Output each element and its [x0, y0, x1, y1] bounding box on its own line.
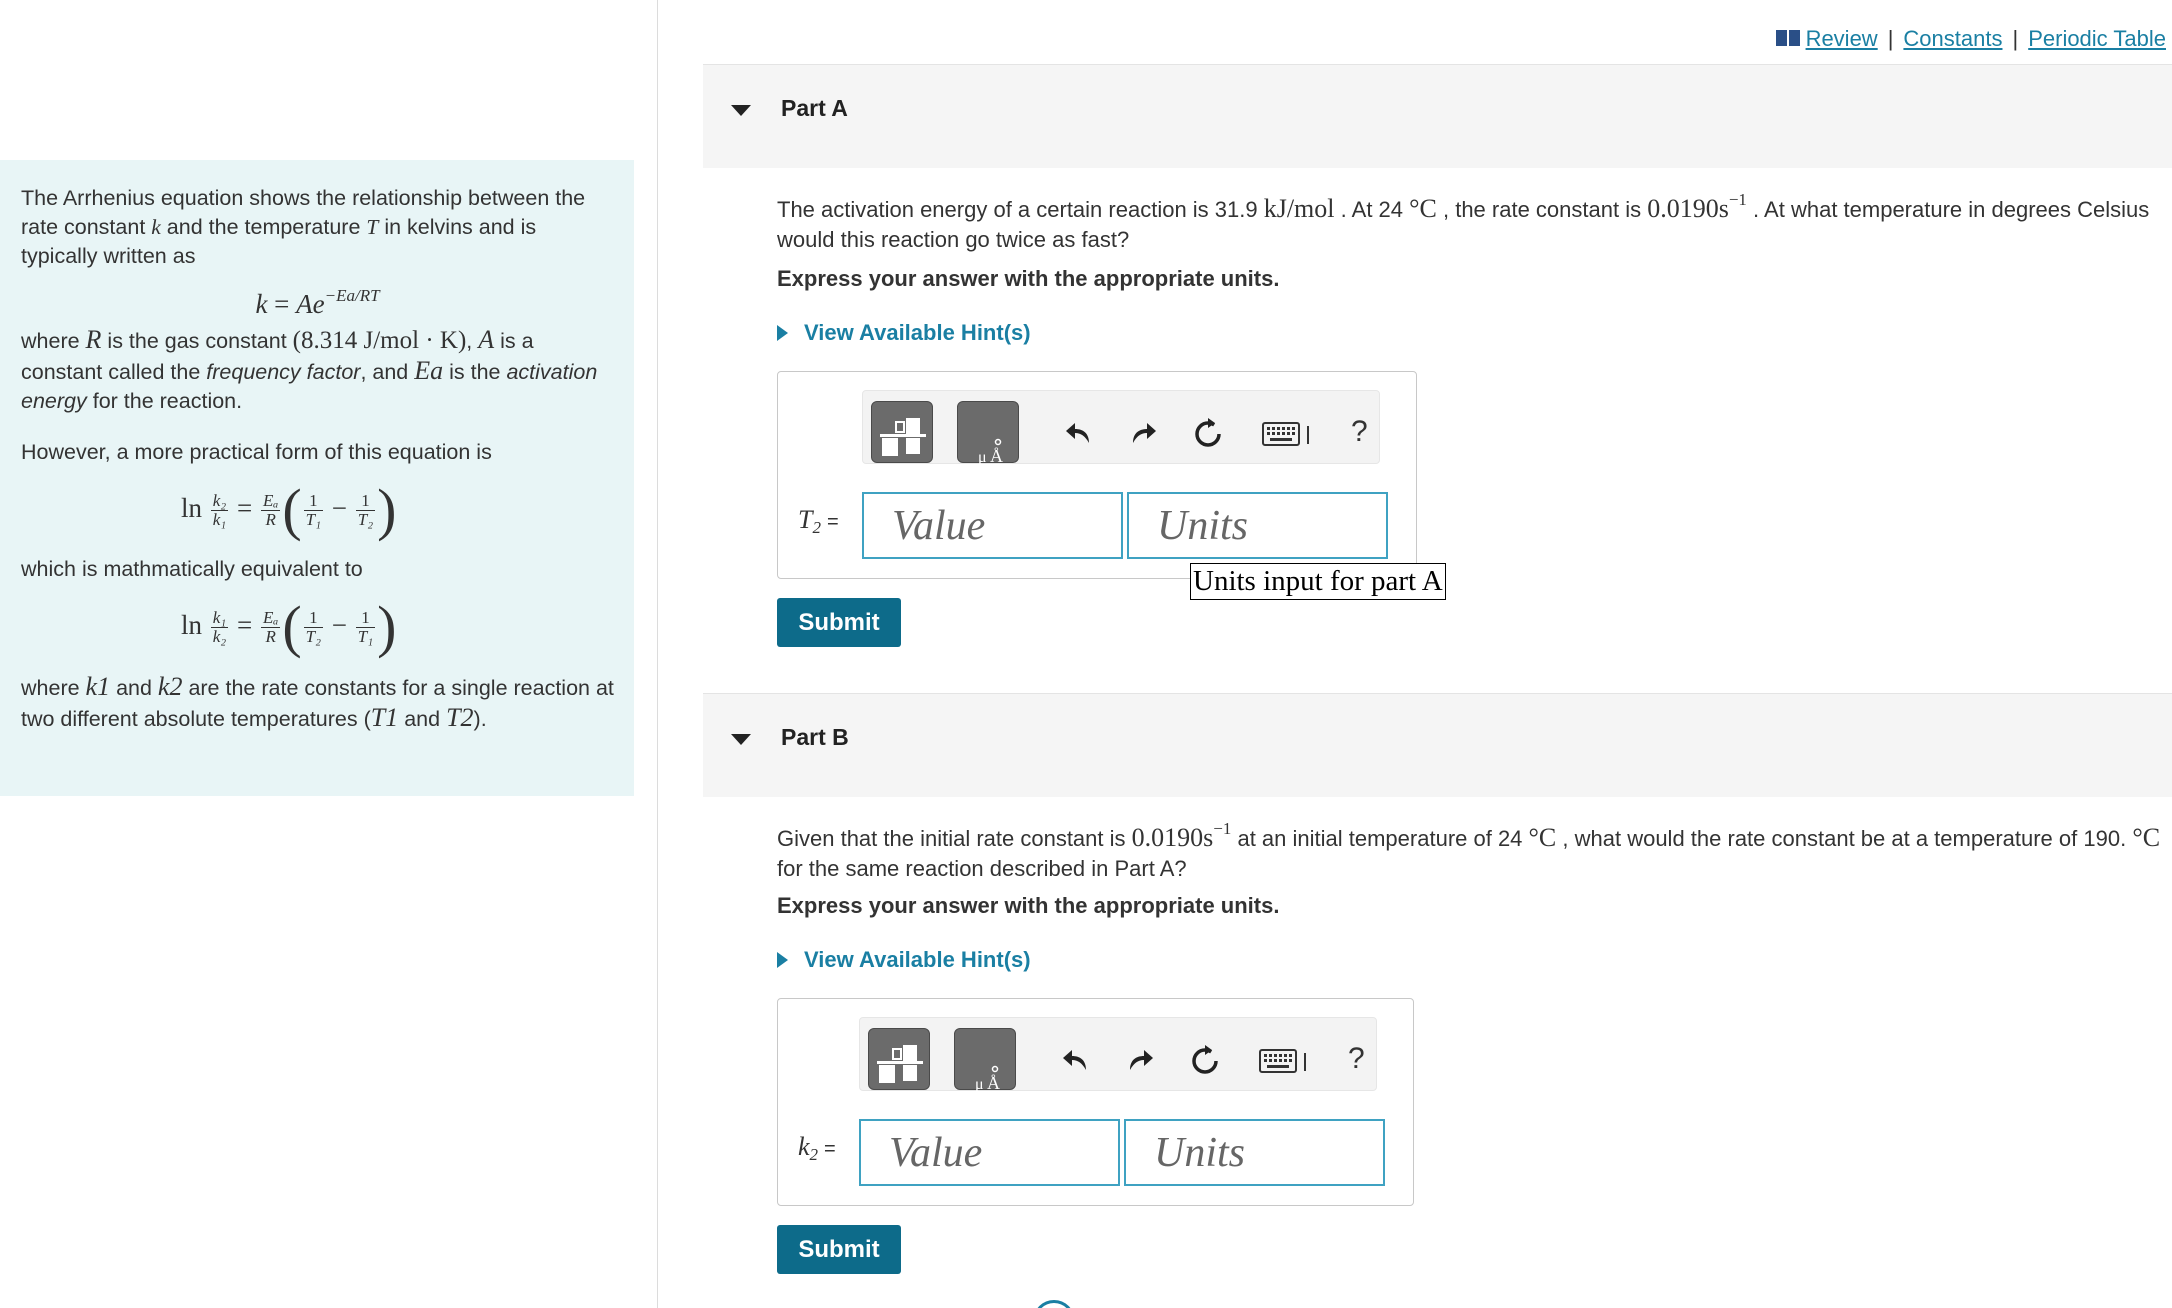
part-a-question: The activation energy of a certain reaction is 31.9 kJ/mol . At 24 °C , the rate constant is $0.0190s^{-1}$ . At what temperature in degrees Celsius would this reaction go twice as fast? [777, 190, 2150, 252]
constants-link[interactable]: Constants [1903, 26, 2003, 51]
part-b-question: Given that the initial rate constant is $0.0190s^{-1}$ at an initial temperature of 24 °C , what would the rate constant be at a temperature of 190. °C for the same reaction described in Part A? [777, 819, 2161, 881]
part-a-submit-button[interactable]: Submit [777, 598, 901, 647]
redo-icon[interactable] [1125, 415, 1161, 451]
review-link[interactable]: Review [1805, 26, 1878, 51]
part-b-variable-label: k2 = [798, 1132, 836, 1164]
part-b-toolbar [859, 1017, 1377, 1091]
part-b-answer-box [777, 998, 1414, 1206]
units-symbols-icon[interactable] [954, 1028, 1016, 1090]
intro-panel [0, 160, 634, 796]
units-input-tooltip: Units input for part A [1190, 563, 1446, 600]
book-icon [1776, 29, 1800, 47]
keyboard-icon[interactable] [1258, 1042, 1314, 1078]
part-a-variable-label: T2 = [798, 505, 839, 537]
svg-text:Å: Å [990, 446, 1003, 464]
reset-icon[interactable] [1187, 1042, 1223, 1078]
part-b-title: Part B [781, 724, 849, 750]
svg-text:Å: Å [987, 1073, 1000, 1091]
part-b-units-input[interactable] [1124, 1119, 1385, 1186]
part-b-hint-toggle[interactable]: View Available Hint(s) [777, 947, 1031, 973]
undo-icon[interactable] [1058, 1042, 1094, 1078]
help-icon[interactable]: ? [1351, 415, 1368, 448]
two-point-equation-2: ln $\frac{\text{k₁}}{\text{k₂}}$ = $\frac{\text{Eₐ}}{R}$ ( $\frac{1}{\text{T₂}}$ − $\frac{1}{\text{T₁}}$ ) [181, 594, 397, 659]
caret-right-icon [777, 325, 788, 341]
units-symbols-icon[interactable] [957, 401, 1019, 463]
svg-text:μ: μ [978, 449, 987, 464]
scroll-indicator[interactable] [1033, 1300, 1075, 1308]
part-a-header[interactable] [703, 64, 2172, 168]
arrhenius-equation: $k = Ae^{-Ea/RT}$ [255, 286, 380, 319]
intro-paragraph-1: The Arrhenius equation shows the relationship between the rate constant k and the temperature T in kelvins and is typically written as [21, 186, 586, 268]
part-b-instruction: Express your answer with the appropriate units. [777, 893, 1280, 918]
caret-right-icon [777, 952, 788, 968]
templates-icon[interactable] [868, 1028, 930, 1090]
caret-down-icon[interactable] [731, 105, 751, 116]
intro-paragraph-2: where R is the gas constant (8.314 J/mol · K), A is a constant called the frequency factor, and Ea is the activation energy for the reaction. [21, 325, 598, 413]
part-a-units-input[interactable] [1127, 492, 1388, 559]
redo-icon[interactable] [1122, 1042, 1158, 1078]
resource-links: Review | Constants | Periodic Table [1776, 26, 2166, 52]
templates-icon[interactable] [871, 401, 933, 463]
part-a-answer-box [777, 371, 1417, 579]
intro-paragraph-3: However, a more practical form of this equation is [21, 440, 492, 464]
part-b-header[interactable] [703, 693, 2172, 797]
intro-paragraph-4: which is mathmatically equivalent to [21, 557, 363, 581]
svg-text:μ: μ [975, 1076, 984, 1091]
undo-icon[interactable] [1061, 415, 1097, 451]
reset-icon[interactable] [1190, 415, 1226, 451]
help-icon[interactable]: ? [1348, 1042, 1365, 1075]
intro-paragraph-5: where k1 and k2 are the rate constants for a single reaction at two different absolute temperatures (T1 and T2). [21, 672, 614, 732]
keyboard-icon[interactable] [1261, 415, 1317, 451]
part-b-value-input[interactable] [859, 1119, 1120, 1186]
part-b-submit-button[interactable]: Submit [777, 1225, 901, 1274]
two-point-equation-1: ln $\frac{\text{k₂}}{\text{k₁}}$ = $\frac{\text{Eₐ}}{R}$ ( $\frac{1}{\text{T₁}}$ − $\frac{1}{\text{T₂}}$ ) [181, 477, 397, 542]
part-a-toolbar [862, 390, 1380, 464]
part-a-title: Part A [781, 95, 848, 121]
periodic-table-link[interactable]: Periodic Table [2028, 26, 2166, 51]
part-a-instruction: Express your answer with the appropriate units. [777, 266, 1280, 291]
part-a-hint-toggle[interactable]: View Available Hint(s) [777, 320, 1031, 346]
part-a-value-input[interactable] [862, 492, 1123, 559]
caret-down-icon[interactable] [731, 734, 751, 745]
left-panel [0, 0, 658, 1308]
